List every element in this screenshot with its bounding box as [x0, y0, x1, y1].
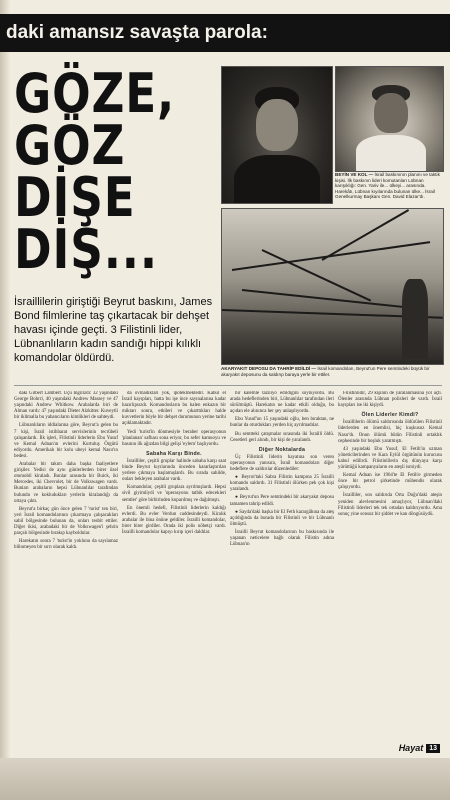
banner-text: daki amansız savaşta parola:	[6, 22, 268, 43]
headline-line: DİŞE	[14, 166, 136, 229]
headline-line: GÖZE,	[14, 62, 176, 125]
paragraph: Yedi 'turist'in dönmesiyle beraber operasyonun 'planlanan' safhası sona eriyor, bu sefer kamuoyu ve basının ilk ağızdan bilgi gelişi 'eylem' başlıyordu.	[122, 429, 226, 447]
photo-caption-bottom	[221, 366, 442, 377]
paragraph: ● Beyrut'un Pere semtindeki bir akaryakıt deposu tamamen tahrip edildi.	[230, 495, 334, 507]
headline-line: GÖZ	[14, 114, 126, 177]
binding-spine	[0, 0, 10, 800]
paragraph: Komandolar, çeşitli gruplara ayrılmışlardı. Hepsi sivil giyimliydi ve 'operasyonu tatbik edecekleri semtler' göre birbirinden koparılmış ve dağılmıştı.	[122, 485, 226, 503]
magazine-brand: Hayat	[398, 743, 424, 753]
paragraph: Lübnanlıların iddialarına göre, Beyrut'a gelen bu 7 kişi, İsrail istihbarat servislerinin tecrübeli çalışanlardı. İlk işleri, Filistinli liderlerin Ebu Yusuf ve Kemal Adnan'ın evlerini Kurtuluş Örgütü ediyordu. Amerikalı bir kolu ubeyi kemal Nasır'ın bedesi.	[14, 423, 118, 459]
paragraph: Üç Filistinli liderin hayatına son veren operasyonun yanısıra, İsrail komandoları diğer hedeflere de saldırılar düzenlediler:	[230, 454, 334, 473]
page-footer	[399, 743, 440, 753]
paragraph: Ebu Yusuf'un 15 yaşındaki oğlu, ben bıraktan, ne bunlar da oturdukları yerden hiç ayrılmadılar.	[230, 417, 334, 429]
article-column-4	[338, 391, 442, 747]
subheading: Sabaha Karşı Binde.	[146, 450, 202, 457]
uniform-shape	[234, 155, 320, 204]
paragraph: En önemli hedefi, Filistinli liderlerin kaldığı evlerdi. Bu evler Verdun caddesindeydi. Kiralık arabalar ile bina önüne geldiler. İsrailli komandolar, birer birer girdiler. Orada iki polis nöbetçi vardı. İsrailli komandolar kapıyı kırıp içeri daldılar.	[122, 505, 226, 535]
face-shape	[256, 99, 298, 151]
caption-text: İsrail baskınının planını ve taktik kişisi. İlk baskının lideri komutanları Lübnan karışıklığı: Gen. Yariv ile... ülkeyi... arasında. Harekâtı, Lübnan kıyılarında bulunan ülke... İsrail Genelkurmay Başkanı Gen. David Elazar'dı.	[335, 172, 440, 200]
paragraph: İsrailliler, çeşitli gruplar halinde sabaha karşı saat binde Beyrut kıyılarında önceden kararlaştırılan yerlere çıkmaya başlamışlardı. Bu sırada sahilde, onları bekleyen arabalar vardı.	[122, 458, 226, 483]
paragraph: İsraillilerin ölümü saldırısında öldürülen Filistinli liderlerden en önemlisi, hiç kuşkusuz Kemal Nasır'dı. Onun ölümü bütün Filistinli ortaklık cephesinde bir boşluk yaratmıştı.	[338, 420, 442, 444]
paragraph: İsrailliler, son saldırıda Orta Doğu'daki ateşin yeniden alevlenmesini amaçlıyor, Lübnan'daki Filistinli liderleri tek tek ortadan kaldırıyordu. Ama sonuç yine sonsuz bir şiddet ve kan döngüsüydü.	[338, 493, 442, 517]
soldier-silhouette	[402, 279, 428, 359]
intro-paragraph: İsraillilerin giriştiği Beyrut baskını, James Bond filmlerine taş çıkartacak bir dehşet havası içinde geçti. 3 Filistinli lider, Lübnanlıların kadın sandığı hippi kılıklı komandolar öldürdü.	[14, 296, 213, 364]
paragraph: Arabalar bir takım daha başka faaliyetlere girişiler. Yedisi de aynı günlerlerden birer özel otomobil kiraladı. Bunlar arasında bir Buick, iki Mercedes, iki Chevrolet, bir de Volkswagen vardı. Bunları arabaların hepsi Lübnanlılar tarafından bulundu ve kokludukları yerlerin kiralandığı da ortaya çıktı.	[14, 462, 118, 504]
article-column-2	[122, 391, 226, 747]
caption-text: İsrail komandoları, Beyrut'un Pere semtindeki büyük bir akaryakıt deposunu da saldırıp baraya yerle bir ettiler.	[221, 366, 430, 377]
paragraph: Filistinlidir, 29 kişinin de yaralanmasına yol açtı. Ölenler arasında Lübnan polisleri de vardı. İsrail kayıpları ise iki kişiydi.	[338, 391, 442, 409]
wreck-beam	[322, 209, 410, 261]
paragraph: Beyrut'a birkaç gün önce gelen 7 'turist' ten biri, yeri İsrail komandolarının çıkarmaya çalışacakları sahil bölgesinde bulunan da, onları tesbit ettiler. Diğer ikisi, arabadaki bir de Volkswagen'i şehrin parçalı bölgesinde bırakıp kayboldular.	[14, 506, 118, 537]
paragraph: Bu semtteki çatışmalar sırasında iki İsrailli öldü. Cesetleri geri alındı, bir kişi de yaralandı.	[230, 431, 334, 443]
portrait-photo-general	[335, 66, 444, 172]
wreck-beam	[232, 241, 430, 271]
paragraph: bir kalemle tazılıyo edildiğini söylüyordu. Bu arada hedeflerinden biri, Lübnanlılar tarafından ileri sürülmüştü. Harekatın ne kadar etkili olduğu, bu açıdan ele alınınca her şey anlaşılıyordu.	[230, 391, 334, 415]
caption-lead: BEYİN VE KOL —	[335, 172, 374, 177]
article-column-1	[14, 391, 118, 747]
paragraph: daki Gilbert Lambert. Üçü İngilizdi: 32 yaşındaki George Bohrri, 40 yaşındaki Andrew Massey ve 47 yaşındaki Andrew Whitkow. Arabalarda biri de Alman vardı: 47 yaşındaki Dieter Alzkitter. Kuveytli bir iklimalla bu yabancıların kimlikleri de sahteydi.	[14, 391, 118, 421]
subheading: Ölen Liderler Kimdi?	[361, 412, 419, 419]
headline-line: DİŞ...	[14, 218, 158, 281]
fuel-depot-ruins-photo	[221, 208, 444, 365]
wreck-beam	[242, 289, 421, 310]
paragraph: 43 yaşındaki Ebu Yusuf, El Fetih'in uzman yöneticilerinden ve Kara Eylül örgütünün kurucusu kabul edilirdi. Filistinlilerin dış dünyaya karşı yürüttüğü kampanyaların en ateşli ismiydi.	[338, 446, 442, 471]
paragraph: da ovmadıkları yok, ipotekmektedir. Kabul el İsrail kayıpları, hatta bu işe ince sayınalarına kadar hazırlıpsızdı. Komandosların bu halen enkazın bir miktarı sonra, etkileri ve çıkarttıkları halde kuvvetlerin böyle bir dehşet durumunun yerine tarihi açıklamaktadır.	[122, 391, 226, 427]
portrait-photo-officer	[221, 66, 333, 204]
paragraph: İsrailli Beyrut komandolarının bu baskısında ile yaşanan neticelere bağlı olarak Filistin adına Lübnan'ın	[230, 529, 334, 548]
paragraph: Harekatın sonra 7 'turist'in yoklunu da sayılamaz bilinmeyen bir sırrı olarak kaldı.	[14, 539, 118, 551]
paragraph: Kemal Adnan ise 1964'te El Fetih'e girmeden önce bir petrol şirketinde mühendis olarak çalışıyordu.	[338, 473, 442, 491]
page-number: 13	[426, 744, 440, 753]
top-banner	[0, 14, 450, 52]
subheading: Diğer Noktalarda	[258, 446, 306, 453]
article-column-3	[230, 391, 334, 747]
headline	[14, 62, 182, 281]
divider	[14, 385, 442, 386]
photo-caption-right	[335, 172, 442, 200]
caption-lead: AKARYAKIT DEPOSU DA TAHRİP EDİLDİ —	[221, 366, 317, 371]
background-surface	[0, 758, 450, 800]
paragraph: ● Beyrut'taki Sabra Filistin kampına 25 İsrailli komando saldırdı. 31 Filistinli ölürken pek çok kişi yaralandı.	[230, 475, 334, 493]
uniform-shape	[356, 135, 426, 172]
face-shape	[374, 93, 408, 133]
paragraph: ● Sayda'daki başka bir El Feth karargâhına da ateş açıldığında da burada bir Filistinli ve bir Lübnanlı ölmüştü.	[230, 509, 334, 527]
